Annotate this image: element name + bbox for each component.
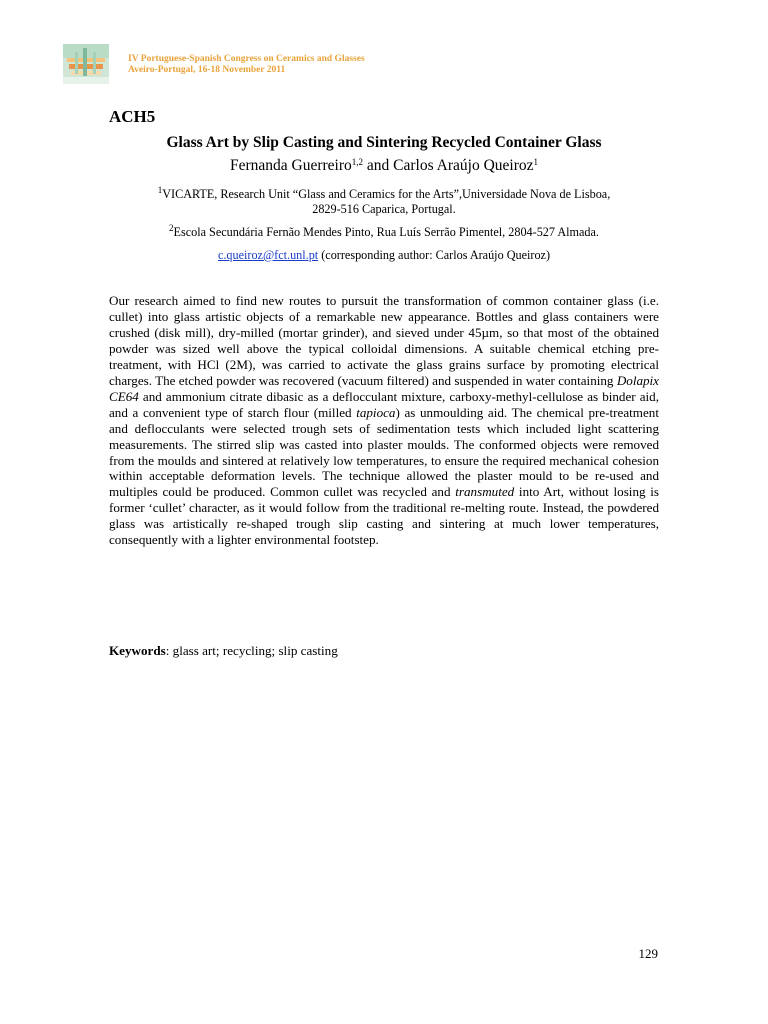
affiliation-text: Escola Secundária Fernão Mendes Pinto, Rua Luís Serrão Pimentel, 2804-527 Almada.	[173, 225, 599, 239]
keywords-line	[109, 643, 338, 659]
keywords-text: : glass art; recycling; slip casting	[165, 643, 338, 658]
congress-logo-icon	[63, 44, 109, 84]
email-link[interactable]: c.queiroz@fct.unl.pt	[217, 248, 319, 262]
keywords-label: Keywords	[109, 643, 166, 658]
paper-code: ACH5	[109, 107, 156, 126]
abstract-text: into Art, without losing is former ‘cullet’ character, as it would follow from the traditional re-melting route. Instead, the powdered glass was artistically re-shaped trough slip casting and sintering at much lower temperatures, consequently with a lighter environmental footstep.	[109, 484, 660, 548]
affiliation-marker: 2	[169, 223, 174, 233]
conference-header	[128, 54, 365, 76]
abstract-text: ) as unmoulding aid. The chemical pre-treatment and deflocculants were selected trough sets of sedimentation tests which included light scattering measurements. The stirred slip was casted into plaster moulds. The conformed objects were removed from the moulds and sintered at relatively low temperatures, to ensure the required mechanical cohesion within acceptable deformation levels. The technique allowed the plaster mould to be re-used and multiples could be produced. Common cullet was recycled and	[109, 404, 659, 500]
paper-title: Glass Art by Slip Casting and Sintering Recycled Container Glass	[166, 134, 602, 151]
author-name: Carlos Araújo Queiroz	[393, 157, 534, 174]
corresponding-note: (corresponding author: Carlos Araújo Queiroz)	[318, 248, 551, 262]
abstract-paragraph	[109, 293, 659, 548]
page-number: 129	[638, 946, 658, 961]
conference-name: IV Portuguese-Spanish Congress on Ceramics and Glasses	[128, 54, 365, 64]
affiliation-marker: 1,2	[351, 157, 364, 167]
corresponding-contact	[109, 248, 659, 263]
abstract-text: Our research aimed to find new routes to pursuit the transformation of common container glass (i.e. cullet) into glass artistic objects of a remarkable new appearance. Bottles and glass containers were crushed (disk mill), dry-milled (mortar grinder), and sieved under 45µm, so that most of the obtained powder was sized well above the typical colloidal dimensions. A suitable chemical etching pre-treatment, with HCl (2M), was carried to activate the glass grains surface by promoting electrical charges. The etched powder was recovered (vacuum filtered) and suspended in water containing	[109, 293, 659, 388]
affiliation-text: VICARTE, Research Unit “Glass and Ceramics for the Arts”,Universidade Nova de Lisboa,	[162, 187, 611, 201]
abstract-italic-term: Dolapix CE64	[109, 372, 659, 404]
author-name: Fernanda Guerreiro	[229, 157, 352, 174]
abstract-italic-term: transmuted	[455, 484, 515, 500]
affiliation-marker: 1	[533, 157, 538, 167]
abstract-italic-term: tapioca	[356, 404, 396, 420]
author-separator: and	[363, 157, 394, 174]
abstract-text: and ammonium citrate dibasic as a deflocculant mixture, carboxy-methyl-cellulose as binder aid, and a convenient type of starch flour (milled	[109, 388, 659, 420]
affiliation-marker: 1	[157, 185, 163, 195]
author-list	[109, 157, 659, 175]
conference-place-date: Aveiro-Portugal, 16-18 November 2011	[128, 65, 286, 75]
affiliation-1	[109, 187, 659, 217]
affiliation-2	[109, 225, 659, 240]
affiliation-address: 2829-516 Caparica, Portugal.	[312, 202, 456, 216]
